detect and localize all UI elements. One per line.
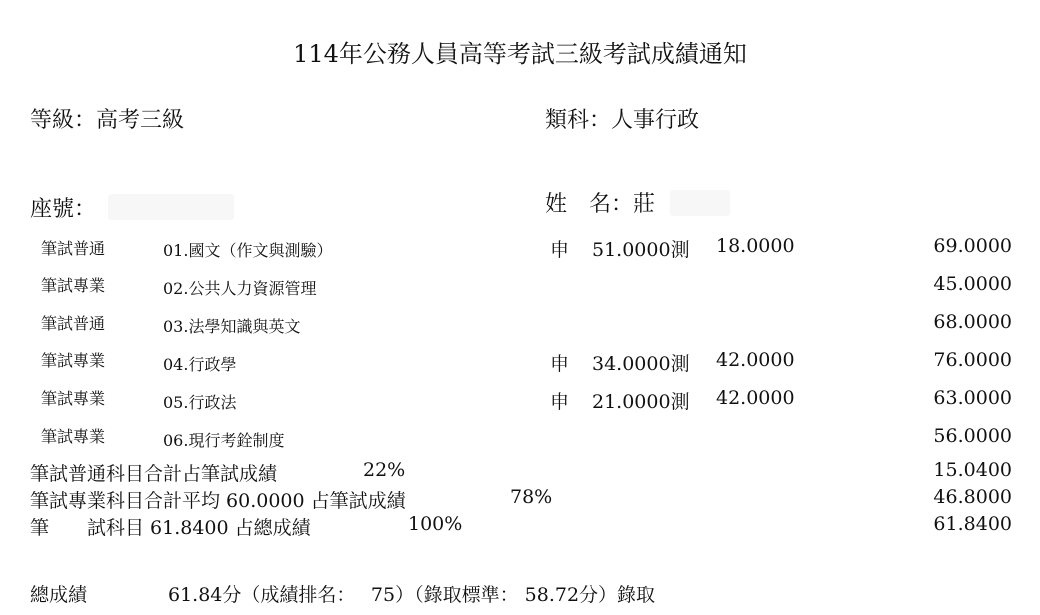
summary-written-value: 61.8400 [933,513,1012,535]
subject-score: 69.0000 [933,235,1012,257]
subject-type: 筆試專業 [41,276,106,295]
subject-part2: 18.0000 [716,235,795,257]
subject-name: 06.現行考銓制度 [163,431,285,450]
subject-mark: 申 [550,353,570,375]
total-score-detail: 61.84分（成績排名： 75）（錄取標準： 58.72分）錄取 [168,584,656,606]
category-label: 類科：人事行政 [545,108,700,133]
summary-professional-value: 46.8000 [933,486,1012,508]
total-score-label: 總成績 [30,584,88,606]
grade-label: 等級：高考三級 [30,108,185,133]
subject-mark: 申 [550,239,570,261]
subject-type: 筆試專業 [41,351,106,370]
subject-score: 63.0000 [933,387,1012,409]
subject-type: 筆試普通 [41,314,106,333]
subject-part2: 42.0000 [716,349,795,371]
summary-written-pct: 100% [408,513,463,535]
subject-score: 45.0000 [933,273,1012,295]
subject-score: 56.0000 [933,425,1012,447]
seat-number-label: 座號： [30,197,97,222]
subject-type: 筆試專業 [41,389,106,408]
summary-professional-label: 筆試專業科目合計平均 60.0000 占筆試成績 [30,490,406,512]
subject-type: 筆試普通 [41,239,106,258]
subject-type: 筆試專業 [41,427,106,446]
summary-general-pct: 22% [363,459,406,481]
summary-written-label: 筆 試科目 61.8400 占總成績 [30,517,311,539]
subject-name: 05.行政法 [163,393,237,412]
subject-mark: 申 [550,391,570,413]
summary-general-label: 筆試普通科目合計占筆試成績 [30,463,278,485]
name-redaction [670,190,730,216]
name-label: 姓 名：莊 [545,192,656,217]
subject-name: 03.法學知識與英文 [163,317,301,336]
summary-general-value: 15.0400 [933,459,1012,481]
subject-score: 68.0000 [933,311,1012,333]
subject-part2: 42.0000 [716,387,795,409]
subject-name: 02.公共人力資源管理 [163,279,317,298]
subject-name: 01.國文（作文與測驗） [163,241,333,260]
summary-professional-pct: 78% [510,486,553,508]
subject-name: 04.行政學 [163,355,237,374]
subject-score: 76.0000 [933,349,1012,371]
seat-number-redaction [108,194,234,220]
subject-part1: 21.0000測 [592,391,690,413]
subject-part1: 34.0000測 [592,353,690,375]
page-title: 114年公務人員高等考試三級考試成績通知 [293,40,747,68]
subject-part1: 51.0000測 [592,239,690,261]
